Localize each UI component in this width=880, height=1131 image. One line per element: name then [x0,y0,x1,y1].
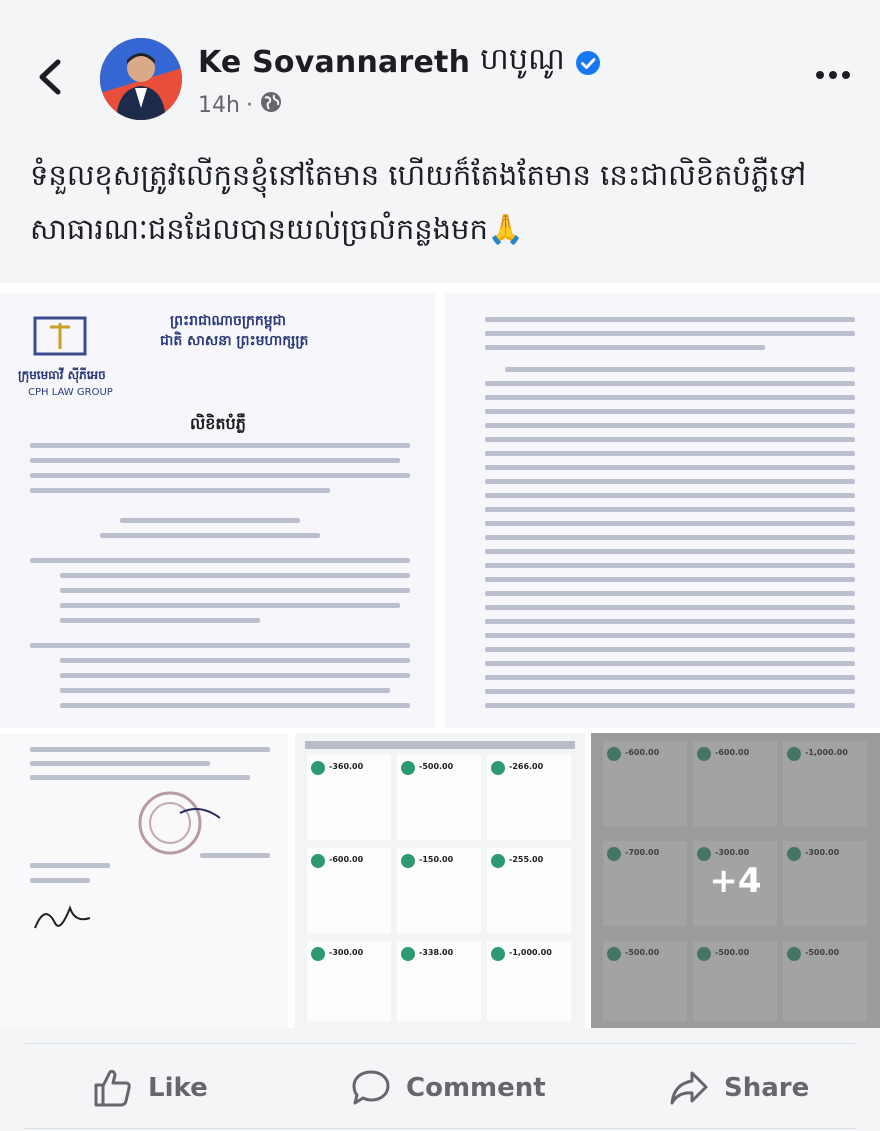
photo-signature-page[interactable] [0,733,288,1028]
doc-text-line [485,675,855,680]
receipt-amount: -1,000.00 [509,948,552,957]
receipt-logo-icon [491,947,505,961]
doc-text-line [60,703,410,708]
law-group-name-en: CPH LAW GROUP [28,387,113,398]
doc-text-line [120,518,300,523]
receipts-title-bar [305,741,575,749]
receipt-card [397,848,481,933]
avatar[interactable] [100,38,182,120]
receipt-card [307,848,391,933]
doc-text-line [30,488,330,493]
comment-button[interactable] [350,1050,546,1126]
receipt-amount: -255.00 [509,855,544,864]
doc-text-line [485,633,855,638]
comment-label: Comment [406,1073,546,1103]
photo-collage[interactable] [0,283,880,1028]
more-photos-overlay[interactable] [591,733,880,1028]
doc-text-line [30,458,400,463]
like-button[interactable] [92,1050,208,1126]
receipt-card [487,848,571,933]
doc-text-line [485,409,855,414]
author-name[interactable]: Ke Sovannareth [198,44,471,80]
doc-text-line [485,605,855,610]
post-time[interactable]: 14h [198,92,240,118]
doc-text-line [485,577,855,582]
receipt-amount: -266.00 [509,762,544,771]
receipt-logo-icon [311,761,325,775]
doc-text-line [200,853,270,858]
doc-text-line [485,317,855,322]
doc-text-line [485,423,855,428]
photo-more-receipts[interactable] [591,733,880,1028]
share-label: Share [724,1073,810,1103]
doc-text-line [485,689,855,694]
doc-text-line [485,381,855,386]
action-bar [0,1050,880,1126]
divider [25,1043,855,1044]
post-text: ទំនួលខុសត្រូវលើកូនខ្ញុំនៅតែមាន ហើយក៏តែងតែមាន នេះជាលិខិតបំភ្លឺទៅសាធារណៈជនដែលបានយល់ច្រលំកន្លងមក🙏 [30,158,807,246]
more-photos-count: +4 [709,860,762,901]
doc-text-line [60,618,260,623]
law-firm-logo-icon [30,313,90,363]
doc-text-line [485,535,855,540]
law-stamp-icon [130,783,230,863]
receipt-logo-icon [401,854,415,868]
receipt-card [397,941,481,1021]
doc-title-line-1: ព្រះរាជាណាចក្រកម្ពុជា [170,313,287,329]
receipt-amount: -338.00 [419,948,454,957]
post-header [0,0,880,135]
doc-text-line [485,563,855,568]
back-arrow-icon[interactable] [30,52,70,102]
doc-text-line [30,443,410,448]
doc-text-line [505,367,855,372]
photo-document-page-2[interactable] [445,293,880,728]
doc-text-line [485,493,855,498]
doc-text-line [485,703,855,708]
share-arrow-icon [668,1067,710,1109]
doc-text-line [60,588,410,593]
doc-heading: លិខិតបំភ្លឺ [190,414,246,433]
receipt-card [487,755,571,840]
more-options-icon[interactable] [808,60,858,90]
doc-text-line [60,688,390,693]
thumbs-up-icon [92,1067,134,1109]
doc-text-line [485,465,855,470]
doc-text-line [30,558,410,563]
doc-title-line-2: ជាតិ សាសនា ព្រះមហាក្សត្រ [160,333,309,349]
doc-text-line [30,747,270,752]
receipt-logo-icon [401,947,415,961]
doc-text-line [485,345,765,350]
doc-text-line [485,549,855,554]
receipt-logo-icon [401,761,415,775]
post-meta [198,90,283,120]
receipt-card [307,755,391,840]
doc-text-line [485,479,855,484]
doc-text-line [60,673,410,678]
doc-text-line [485,331,855,336]
share-button[interactable] [668,1050,809,1126]
receipt-amount: -600.00 [329,855,364,864]
divider [25,1128,855,1129]
author-name-row[interactable] [198,40,601,84]
signature-icon [30,898,100,938]
photo-document-page-1[interactable] [0,293,435,728]
doc-text-line [30,761,210,766]
receipt-card [397,755,481,840]
receipt-logo-icon [491,761,505,775]
receipt-logo-icon [311,947,325,961]
doc-text-line [485,437,855,442]
doc-text-line [100,533,320,538]
receipt-card [487,941,571,1021]
receipt-logo-icon [491,854,505,868]
doc-text-line [485,521,855,526]
doc-text-line [60,658,410,663]
photo-transaction-receipts[interactable] [295,733,585,1028]
law-group-name: ក្រុមមេធាវី ស៊ីភីអេច [18,368,106,382]
receipt-amount: -360.00 [329,762,364,771]
verified-badge-icon [575,49,601,75]
doc-text-line [485,591,855,596]
globe-icon [259,90,283,120]
doc-text-line [485,395,855,400]
doc-text-line [485,507,855,512]
comment-bubble-icon [350,1067,392,1109]
doc-text-line [485,661,855,666]
author-nickname[interactable]: ហបូណូ [480,42,565,77]
receipt-logo-icon [311,854,325,868]
receipt-card [307,941,391,1021]
doc-text-line [485,619,855,624]
meta-separator: · [245,92,253,118]
doc-text-line [30,878,90,883]
doc-text-line [30,473,410,478]
doc-text-line [30,863,110,868]
like-label: Like [148,1073,208,1103]
doc-text-line [30,775,250,780]
doc-text-line [30,643,410,648]
receipt-amount: -500.00 [419,762,454,771]
receipt-amount: -150.00 [419,855,454,864]
doc-text-line [60,603,400,608]
doc-text-line [485,451,855,456]
receipt-amount: -300.00 [329,948,364,957]
doc-text-line [60,573,410,578]
doc-text-line [485,647,855,652]
